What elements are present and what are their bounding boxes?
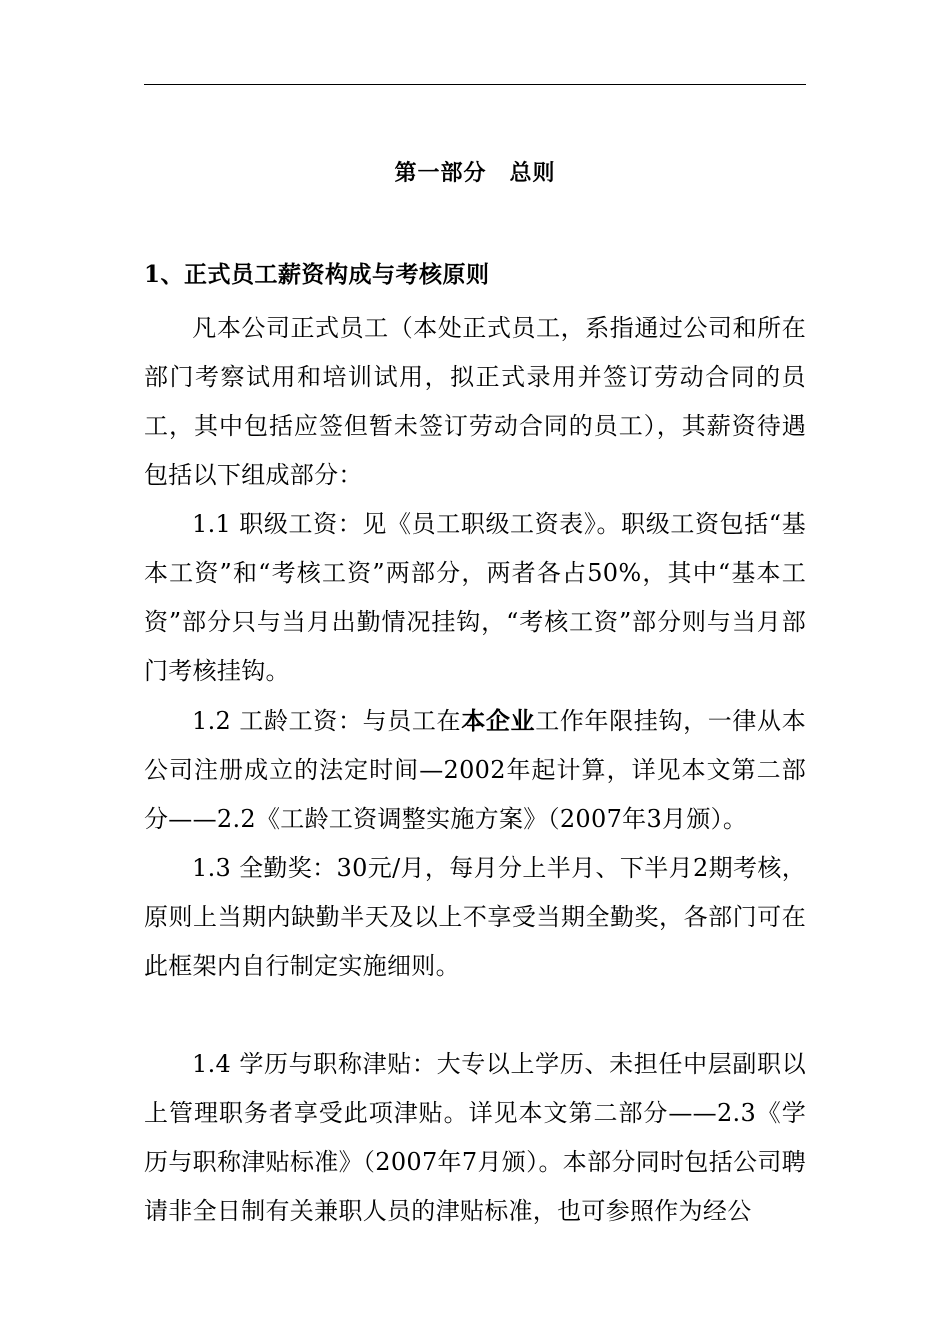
item-1-4-text: 1.4 学历与职称津贴：大专以上学历、未担任中层副职以上管理职务者享受此项津贴。详见本文第二部分——2.3《学历与职称津贴标准》（2007年7月颁）。本部分同时包括公司聘请非全日制有关兼职人员的津贴标准，也可参照作为经公 [144,1050,806,1225]
section-heading: 1、正式员工薪资构成与考核原则 [144,261,490,288]
item-1-1-text: 1.1 职级工资：见《员工职级工资表》。职级工资包括“基本工资”和“考核工资”两部分，两者各占50%，其中“基本工资”部分只与当月出勤情况挂钩，“考核工资”部分则与当月部门考核挂钩。 [144,510,806,685]
part-title: 第一部分 总则 [394,160,556,186]
item-1-2-text-after: 工作年限挂钩，一律从本公司注册成立的法定时间—2002年起计算，详见本文第二部分——2.2《工龄工资调整实施方案》（2007年3月颁）。 [144,707,806,833]
item-1-1-paragraph [144,500,806,696]
header-rule [144,84,806,85]
intro-paragraph [144,304,806,500]
item-1-2-emphasis: 本企业 [461,706,536,735]
item-1-3-text: 1.3 全勤奖：30元/月，每月分上半月、下半月2期考核，原则上当期内缺勤半天及以上不享受当期全勤奖，各部门可在此框架内自行制定实施细则。 [144,854,806,980]
item-1-3-paragraph [144,844,806,991]
item-1-4-paragraph [144,1040,806,1236]
item-1-2-paragraph [144,696,806,844]
item-1-2-text-before: 1.2 工龄工资：与员工在 [192,707,462,735]
intro-text: 凡本公司正式员工（本处正式员工，系指通过公司和所在部门考察试用和培训试用，拟正式录用并签订劳动合同的员工，其中包括应签但暂未签订劳动合同的员工），其薪资待遇包括以下组成部分： [144,314,806,489]
